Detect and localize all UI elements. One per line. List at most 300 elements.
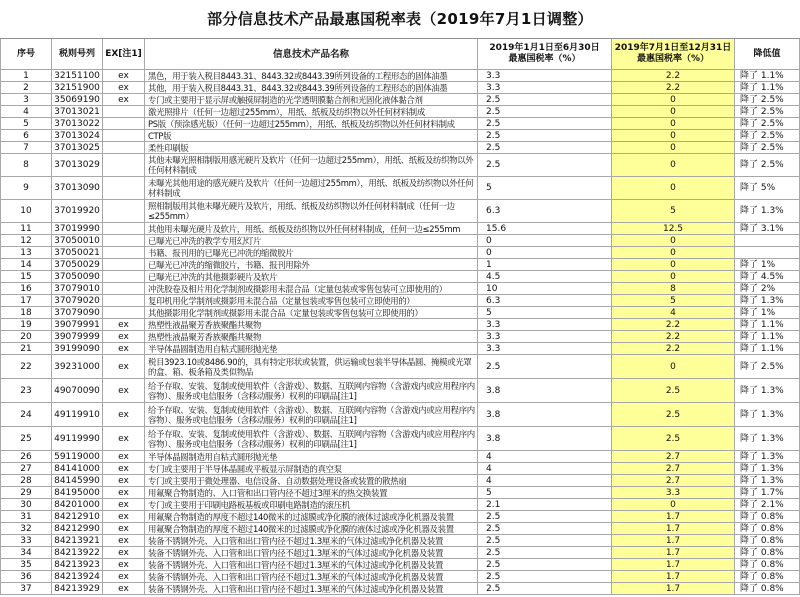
header-rate-after-period: 2019年7月1日至12月31日 — [614, 43, 732, 53]
row-seq: 13 — [0, 247, 52, 258]
header-product-name: 信息技术产品名称 — [145, 39, 478, 69]
tariff-code: 84212910 — [52, 511, 103, 522]
rate-before: 0 — [478, 235, 612, 246]
reduction-value: 降了 1.7% — [735, 487, 800, 498]
ex-mark: ex — [103, 583, 145, 594]
row-seq: 11 — [0, 223, 52, 234]
rate-after: 0 — [612, 106, 735, 117]
table-row — [0, 94, 800, 106]
rate-before: 2.5 — [478, 559, 612, 570]
reduction-value: 降了 2.5% — [735, 94, 800, 105]
table-row — [0, 355, 800, 379]
rate-before: 2.5 — [478, 523, 612, 534]
product-name: 未曝光其他用途的感光硬片及软片（任何一边超过255mm），用纸、纸板及纺织物以外任何材料制成 — [145, 177, 478, 199]
ex-mark — [103, 235, 145, 246]
table-row — [0, 511, 800, 523]
tariff-code: 84213929 — [52, 583, 103, 594]
table-row — [0, 523, 800, 535]
tariff-code: 37013022 — [52, 118, 103, 129]
rate-before: 2.5 — [478, 118, 612, 129]
tariff-code: 49119910 — [52, 403, 103, 426]
row-seq: 31 — [0, 511, 52, 522]
table-row — [0, 130, 800, 142]
table-row — [0, 331, 800, 343]
reduction-value: 降了 2.5% — [735, 118, 800, 129]
rate-before: 10 — [478, 283, 612, 294]
tariff-code: 37013029 — [52, 154, 103, 176]
product-name: 给予存取、安装、复制或使用软件（含游戏）、数据、互联网内容物（含游戏内或应用程序内容物）、服务或电信服务（含移动服务）权利的印刷品[注1] — [145, 427, 478, 450]
rate-after: 0 — [612, 499, 735, 510]
table-row — [0, 319, 800, 331]
row-seq: 27 — [0, 463, 52, 474]
ex-mark — [103, 247, 145, 258]
ex-mark: ex — [103, 379, 145, 402]
tariff-code: 39079999 — [52, 331, 103, 342]
rate-before: 5 — [478, 487, 612, 498]
row-seq: 32 — [0, 523, 52, 534]
reduction-value: 降了 1% — [735, 307, 800, 318]
header-seq: 序号 — [0, 39, 52, 69]
ex-mark: ex — [103, 547, 145, 558]
rate-after: 0 — [612, 235, 735, 246]
ex-mark — [103, 271, 145, 282]
rate-before: 2.5 — [478, 583, 612, 594]
tariff-code: 37050010 — [52, 235, 103, 246]
reduction-value: 降了 2.1% — [735, 499, 800, 510]
product-name: 装备不锈钢外壳、入口管和出口管内径不超过1.3厘米的气体过滤或净化机器及装置 — [145, 547, 478, 558]
row-seq: 35 — [0, 559, 52, 570]
table-row — [0, 271, 800, 283]
tariff-code: 37079020 — [52, 295, 103, 306]
reduction-value: 降了 1.3% — [735, 200, 800, 222]
table-row — [0, 535, 800, 547]
table-row — [0, 283, 800, 295]
product-name: 用氟聚合物制造的、入口管和出口管内径不超过3厘米的热交换装置 — [145, 487, 478, 498]
ex-mark: ex — [103, 571, 145, 582]
rate-after: 2.7 — [612, 475, 735, 486]
rate-after: 0 — [612, 271, 735, 282]
row-seq: 34 — [0, 547, 52, 558]
table-row — [0, 223, 800, 235]
rate-after: 0 — [612, 177, 735, 199]
rate-after: 1.7 — [612, 523, 735, 534]
product-name: 装备不锈钢外壳、入口管和出口管内径不超过1.3厘米的气体过滤或净化机器及装置 — [145, 559, 478, 570]
tariff-code: 84212990 — [52, 523, 103, 534]
rate-before: 2.5 — [478, 355, 612, 378]
tariff-code: 37079010 — [52, 283, 103, 294]
rate-before: 2.5 — [478, 94, 612, 105]
rate-before: 4 — [478, 475, 612, 486]
ex-mark — [103, 307, 145, 318]
table-row — [0, 295, 800, 307]
ex-mark: ex — [103, 559, 145, 570]
rate-before: 2.5 — [478, 130, 612, 141]
ex-mark: ex — [103, 475, 145, 486]
row-seq: 3 — [0, 94, 52, 105]
rate-before: 4.5 — [478, 271, 612, 282]
table-body — [0, 70, 800, 595]
row-seq: 21 — [0, 343, 52, 354]
rate-after: 2.7 — [612, 451, 735, 462]
table-row — [0, 427, 800, 451]
rate-after: 12.5 — [612, 223, 735, 234]
table-row — [0, 571, 800, 583]
ex-mark: ex — [103, 523, 145, 534]
ex-mark: ex — [103, 319, 145, 330]
table-row — [0, 154, 800, 177]
rate-before: 4 — [478, 451, 612, 462]
row-seq: 37 — [0, 583, 52, 594]
tariff-code: 49070090 — [52, 379, 103, 402]
table-row — [0, 259, 800, 271]
ex-mark — [103, 142, 145, 153]
tariff-code: 37013025 — [52, 142, 103, 153]
tariff-code: 37050090 — [52, 271, 103, 282]
row-seq: 15 — [0, 271, 52, 282]
row-seq: 28 — [0, 475, 52, 486]
ex-mark — [103, 154, 145, 176]
table-row — [0, 547, 800, 559]
tariff-code: 84213921 — [52, 535, 103, 546]
product-name: 装备不锈钢外壳、入口管和出口管内径不超过1.3厘米的气体过滤或净化机器及装置 — [145, 571, 478, 582]
rate-before: 3.8 — [478, 403, 612, 426]
rate-before: 2.5 — [478, 535, 612, 546]
ex-mark: ex — [103, 343, 145, 354]
reduction-value: 降了 0.8% — [735, 571, 800, 582]
table-row — [0, 235, 800, 247]
product-name: 税目3923.10或8486.90的，具有特定形状或装置，供运输或包装半导体晶圆、掩模或光罩的盒、箱、板条箱及类似物品 — [145, 355, 478, 378]
product-name: 热塑性液晶聚芳香族聚酯共聚物 — [145, 331, 478, 342]
ex-mark: ex — [103, 427, 145, 450]
rate-after: 1.7 — [612, 559, 735, 570]
ex-mark: ex — [103, 331, 145, 342]
table-row — [0, 451, 800, 463]
row-seq: 26 — [0, 451, 52, 462]
rate-before: 3.3 — [478, 331, 612, 342]
reduction-value: 降了 2.5% — [735, 154, 800, 176]
product-name: 专门或主要用于显示屏或触摸屏制造的光学透明膜黏合剂和光固化液体黏合剂 — [145, 94, 478, 105]
table-row — [0, 247, 800, 259]
ex-mark: ex — [103, 463, 145, 474]
rate-after: 2.2 — [612, 319, 735, 330]
rate-before: 15.6 — [478, 223, 612, 234]
rate-before: 5 — [478, 307, 612, 318]
product-name: 柔性印刷版 — [145, 142, 478, 153]
ex-mark: ex — [103, 355, 145, 378]
table-row — [0, 177, 800, 200]
reduction-value: 降了 1.3% — [735, 427, 800, 450]
rate-after: 0 — [612, 118, 735, 129]
tariff-code: 84195000 — [52, 487, 103, 498]
reduction-value: 降了 2.5% — [735, 130, 800, 141]
rate-after: 8 — [612, 283, 735, 294]
product-name: 已曝光已冲洗的教学专用幻灯片 — [145, 235, 478, 246]
table-row — [0, 403, 800, 427]
rate-after: 0 — [612, 142, 735, 153]
reduction-value: 降了 4.5% — [735, 271, 800, 282]
table-row — [0, 583, 800, 595]
reduction-value: 降了 0.8% — [735, 547, 800, 558]
reduction-value: 降了 1.1% — [735, 70, 800, 81]
rate-after: 1.7 — [612, 535, 735, 546]
ex-mark: ex — [103, 511, 145, 522]
rate-before: 2.5 — [478, 571, 612, 582]
header-tariff-code: 税则号列 — [52, 39, 103, 69]
rate-before: 3.3 — [478, 70, 612, 81]
rate-after: 0 — [612, 94, 735, 105]
table-row — [0, 82, 800, 94]
reduction-value: 降了 2% — [735, 283, 800, 294]
rate-before: 2.5 — [478, 511, 612, 522]
product-name: 装备不锈钢外壳、入口管和出口管内径不超过1.3厘米的气体过滤或净化机器及装置 — [145, 535, 478, 546]
product-name: 已曝光已冲洗的其他摄影硬片及软片 — [145, 271, 478, 282]
ex-mark — [103, 223, 145, 234]
product-name: 给予存取、安装、复制或使用软件（含游戏）、数据、互联网内容物（含游戏内或应用程序内容物）、服务或电信服务（含移动服务）权利的印刷品[注1] — [145, 403, 478, 426]
tariff-table — [0, 38, 800, 595]
ex-mark: ex — [103, 82, 145, 93]
table-row — [0, 106, 800, 118]
table-row — [0, 475, 800, 487]
table-row — [0, 200, 800, 223]
row-seq: 5 — [0, 118, 52, 129]
row-seq: 23 — [0, 379, 52, 402]
reduction-value: 降了 1.3% — [735, 463, 800, 474]
rate-before: 3.8 — [478, 427, 612, 450]
tariff-code: 32151900 — [52, 82, 103, 93]
tariff-code: 37013024 — [52, 130, 103, 141]
row-seq: 17 — [0, 295, 52, 306]
ex-mark: ex — [103, 94, 145, 105]
row-seq: 7 — [0, 142, 52, 153]
product-name: 装备不锈钢外壳、入口管和出口管内径不超过1.3厘米的气体过滤或净化机器及装置 — [145, 583, 478, 594]
row-seq: 30 — [0, 499, 52, 510]
ex-mark: ex — [103, 403, 145, 426]
row-seq: 19 — [0, 319, 52, 330]
row-seq: 8 — [0, 154, 52, 176]
tariff-code: 84145990 — [52, 475, 103, 486]
row-seq: 33 — [0, 535, 52, 546]
reduction-value: 降了 2.5% — [735, 355, 800, 378]
rate-after: 0 — [612, 247, 735, 258]
rate-after: 2.2 — [612, 70, 735, 81]
rate-before: 2.5 — [478, 142, 612, 153]
reduction-value: 降了 2.5% — [735, 106, 800, 117]
reduction-value: 降了 0.8% — [735, 511, 800, 522]
product-name: 激光照排片（任何一边超过255mm），用纸、纸板及纺织物以外任何材料制成 — [145, 106, 478, 117]
rate-after: 2.7 — [612, 463, 735, 474]
product-name: 其他用未曝光硬片及软片，用纸、纸板及纺织物以外任何材料制成，任何一边≤255mm — [145, 223, 478, 234]
row-seq: 6 — [0, 130, 52, 141]
product-name: 照相制版用其他未曝光硬片及软片，用纸、纸板及纺织物以外任何材料制成（任何一边≤255mm） — [145, 200, 478, 222]
row-seq: 12 — [0, 235, 52, 246]
ex-mark — [103, 106, 145, 117]
rate-before: 2.5 — [478, 547, 612, 558]
rate-before: 3.8 — [478, 379, 612, 402]
row-seq: 1 — [0, 70, 52, 81]
reduction-value: 降了 0.8% — [735, 583, 800, 594]
ex-mark — [103, 130, 145, 141]
rate-before: 2.1 — [478, 499, 612, 510]
product-name: 冲洗胶卷及相片用化学制剂或摄影用未混合品（定量包装或零售包装可立即使用的） — [145, 283, 478, 294]
rate-before: 2.5 — [478, 106, 612, 117]
reduction-value: 降了 1.3% — [735, 403, 800, 426]
reduction-value — [735, 247, 800, 258]
reduction-value: 降了 0.8% — [735, 523, 800, 534]
ex-mark: ex — [103, 499, 145, 510]
reduction-value: 降了 1.3% — [735, 451, 800, 462]
rate-after: 2.5 — [612, 379, 735, 402]
product-name: 半导体晶圆制造用自粘式圆形抛光垫 — [145, 343, 478, 354]
rate-before: 6.3 — [478, 200, 612, 222]
ex-mark — [103, 118, 145, 129]
reduction-value: 降了 1.3% — [735, 475, 800, 486]
row-seq: 4 — [0, 106, 52, 117]
row-seq: 10 — [0, 200, 52, 222]
tariff-code: 37050029 — [52, 259, 103, 270]
tariff-code: 37019920 — [52, 200, 103, 222]
product-name: 其他摄影用化学制剂或摄影用未混合品（定量包装或零售包装可立即使用的） — [145, 307, 478, 318]
tariff-code: 39079991 — [52, 319, 103, 330]
product-name: 专门或主要用于印刷电路板基板或印刷电路制造的滚压机 — [145, 499, 478, 510]
tariff-code: 49119990 — [52, 427, 103, 450]
rate-before: 2.5 — [478, 154, 612, 176]
rate-after: 2.2 — [612, 82, 735, 93]
rate-after: 0 — [612, 355, 735, 378]
header-rate-after-label: 最惠国税率（%） — [636, 54, 710, 64]
header-rate-before-label: 最惠国税率（%） — [508, 54, 581, 64]
table-row — [0, 487, 800, 499]
tariff-code: 37079090 — [52, 307, 103, 318]
rate-after: 3.3 — [612, 487, 735, 498]
table-row — [0, 142, 800, 154]
rate-after: 1.7 — [612, 547, 735, 558]
table-row — [0, 118, 800, 130]
rate-before: 3.3 — [478, 319, 612, 330]
table-header-row — [0, 39, 800, 70]
product-name: 其他，用于装入税目8443.31、8443.32或8443.39所列设备的工程形态的固体油墨 — [145, 82, 478, 93]
row-seq: 16 — [0, 283, 52, 294]
tariff-code: 39231000 — [52, 355, 103, 378]
reduction-value: 降了 5% — [735, 177, 800, 199]
header-rate-before-period: 2019年1月1日至6月30日 — [489, 43, 600, 53]
table-row — [0, 70, 800, 82]
row-seq: 29 — [0, 487, 52, 498]
rate-after: 0 — [612, 259, 735, 270]
tariff-code: 35069190 — [52, 94, 103, 105]
ex-mark — [103, 200, 145, 222]
product-name: 专门或主要用于半导体晶圆或平板显示屏制造的真空泵 — [145, 463, 478, 474]
row-seq: 14 — [0, 259, 52, 270]
table-row — [0, 463, 800, 475]
product-name: 书籍、报刊用的已曝光已冲洗的缩微胶片 — [145, 247, 478, 258]
rate-after: 2.2 — [612, 343, 735, 354]
reduction-value: 降了 1.3% — [735, 379, 800, 402]
row-seq: 20 — [0, 331, 52, 342]
tariff-code: 37013090 — [52, 177, 103, 199]
rate-after: 4 — [612, 307, 735, 318]
ex-mark: ex — [103, 70, 145, 81]
row-seq: 36 — [0, 571, 52, 582]
rate-before: 1 — [478, 259, 612, 270]
reduction-value: 降了 3.1% — [735, 223, 800, 234]
tariff-code: 32151100 — [52, 70, 103, 81]
rate-after: 1.7 — [612, 583, 735, 594]
tariff-code: 37050021 — [52, 247, 103, 258]
rate-after: 2.5 — [612, 403, 735, 426]
reduction-value: 降了 1.1% — [735, 319, 800, 330]
header-rate-before — [478, 39, 612, 69]
tariff-code: 84213923 — [52, 559, 103, 570]
row-seq: 9 — [0, 177, 52, 199]
rate-after: 2.5 — [612, 427, 735, 450]
rate-after: 1.7 — [612, 571, 735, 582]
row-seq: 18 — [0, 307, 52, 318]
row-seq: 25 — [0, 427, 52, 450]
rate-after: 2.2 — [612, 331, 735, 342]
tariff-code: 39199090 — [52, 343, 103, 354]
reduction-value: 降了 0.8% — [735, 535, 800, 546]
product-name: 复印机用化学制剂或摄影用未混合品（定量包装或零售包装可立即使用的） — [145, 295, 478, 306]
product-name: 用氟聚合物制造的厚度不超过140微米的过滤膜或净化膜的液体过滤或净化机器及装置 — [145, 523, 478, 534]
reduction-value — [735, 235, 800, 246]
tariff-code: 37019990 — [52, 223, 103, 234]
header-ex: EX[注1] — [103, 39, 145, 69]
page-title: 部分信息技术产品最惠国税率表（2019年7月1日调整） — [207, 10, 593, 28]
header-rate-after — [612, 39, 735, 69]
table-row — [0, 379, 800, 403]
ex-mark: ex — [103, 535, 145, 546]
row-seq: 22 — [0, 355, 52, 378]
rate-after: 5 — [612, 295, 735, 306]
rate-before: 4 — [478, 463, 612, 474]
ex-mark — [103, 177, 145, 199]
rate-before: 3.3 — [478, 82, 612, 93]
rate-after: 1.7 — [612, 511, 735, 522]
tariff-code: 37013021 — [52, 106, 103, 117]
tariff-code: 84213922 — [52, 547, 103, 558]
ex-mark: ex — [103, 487, 145, 498]
reduction-value: 降了 1.1% — [735, 343, 800, 354]
reduction-value: 降了 1.3% — [735, 295, 800, 306]
reduction-value: 降了 1% — [735, 259, 800, 270]
rate-before: 0 — [478, 247, 612, 258]
rate-after: 0 — [612, 130, 735, 141]
ex-mark — [103, 259, 145, 270]
reduction-value: 降了 2.5% — [735, 142, 800, 153]
header-reduction: 降低值 — [735, 39, 800, 69]
reduction-value: 降了 0.8% — [735, 559, 800, 570]
table-row — [0, 307, 800, 319]
product-name: 热塑性液晶聚芳香族聚酯共聚物 — [145, 319, 478, 330]
table-row — [0, 343, 800, 355]
tariff-code: 84213924 — [52, 571, 103, 582]
ex-mark — [103, 295, 145, 306]
product-name: 黑色，用于装入税目8443.31、8443.32或8443.39所列设备的工程形态的固体油墨 — [145, 70, 478, 81]
tariff-code: 84201000 — [52, 499, 103, 510]
rate-after: 5 — [612, 200, 735, 222]
reduction-value: 降了 1.1% — [735, 82, 800, 93]
tariff-code: 59119000 — [52, 451, 103, 462]
product-name: 用氟聚合物制造的厚度不超过140微米的过滤膜或净化膜的液体过滤或净化机器及装置 — [145, 511, 478, 522]
rate-before: 3.3 — [478, 343, 612, 354]
product-name: CTP版 — [145, 130, 478, 141]
reduction-value: 降了 1.1% — [735, 331, 800, 342]
table-row — [0, 499, 800, 511]
table-row — [0, 559, 800, 571]
rate-after: 0 — [612, 154, 735, 176]
product-name: 其他未曝光照相制版用感光硬片及软片（任何一边超过255mm），用纸、纸板及纺织物以外任何材料制成 — [145, 154, 478, 176]
rate-before: 5 — [478, 177, 612, 199]
